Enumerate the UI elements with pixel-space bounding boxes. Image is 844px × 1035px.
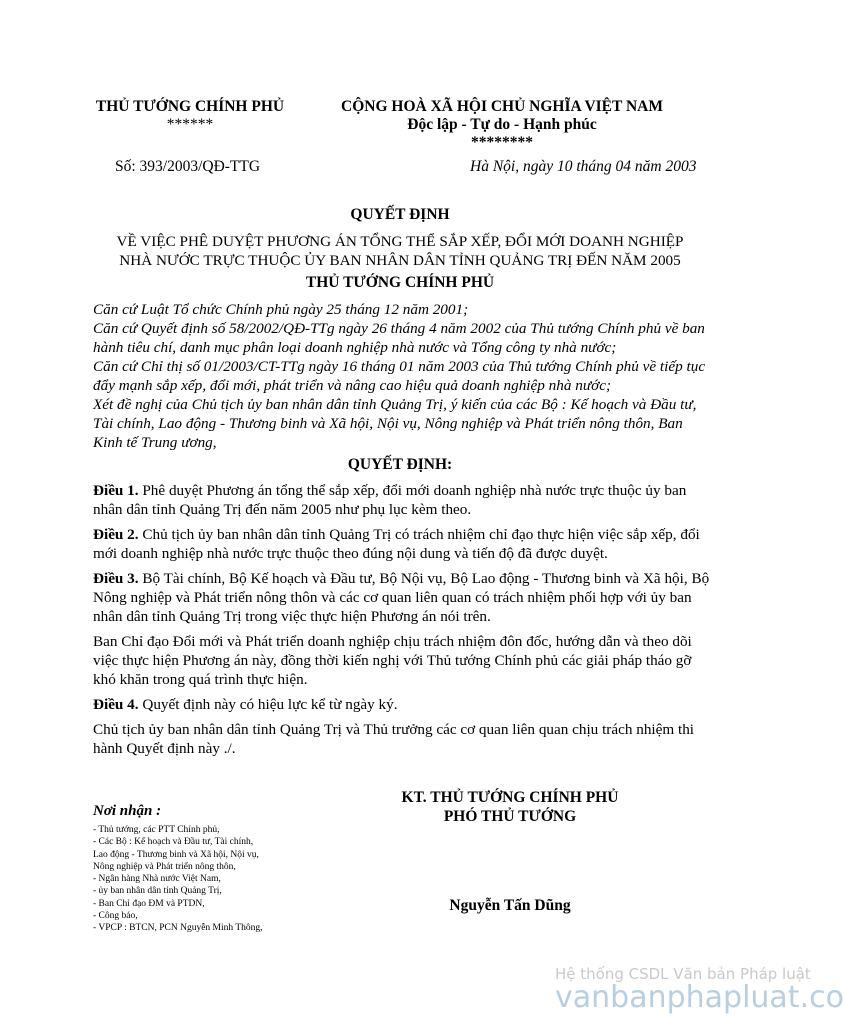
preamble-item: Căn cứ Luật Tổ chức Chính phủ ngày 25 tháng 12 năm 2001; bbox=[93, 301, 469, 318]
article-3-text: Bộ Tài chính, Bộ Kế hoạch và Đầu tư, Bộ Nội vụ, Bộ Lao động - Thương binh và Xã hội, Bộ Nông nghiệp và Phát triển nông thôn và các cơ quan liên quan có trách nhiệm phối hợp với ủy ban nhân dân tỉnh Quảng Trị trong việc thực hiện Phương án nói trên. bbox=[93, 570, 710, 625]
articles bbox=[93, 481, 713, 764]
watermark-caption: Hệ thống CSDL Văn bản Pháp luật bbox=[555, 965, 811, 983]
motto: Độc lập - Tự do - Hạnh phúc bbox=[407, 116, 597, 133]
document-subject bbox=[60, 232, 740, 270]
issuer-stars: ****** bbox=[166, 116, 214, 133]
article-4-label: Điều 4. bbox=[93, 696, 139, 713]
recipient-line: - Ngân hàng Nhà nước Việt Nam, bbox=[93, 874, 221, 885]
signature-line-1: KT. THỦ TƯỚNG CHÍNH PHỦ bbox=[401, 789, 619, 806]
preamble-item: Căn cứ Quyết định số 58/2002/QĐ-TTg ngày 26 tháng 4 năm 2002 của Thủ tướng Chính phủ về ban hành tiêu chí, danh mục phân loại doanh nghiệp nhà nước và Tổng công ty nhà nước; bbox=[93, 320, 705, 356]
preamble-item: Căn cứ Chỉ thị số 01/2003/CT-TTg ngày 16 tháng 01 năm 2003 của Thủ tướng Chính phủ về tiếp tục đẩy mạnh sắp xếp, đổi mới, phát triển và nâng cao hiệu quả doanh nghiệp nhà nước; bbox=[93, 358, 706, 394]
document-number: Số: 393/2003/QĐ-TTG bbox=[115, 158, 261, 175]
article-4-text: Quyết định này có hiệu lực kể từ ngày ký. bbox=[138, 696, 398, 713]
motto-stars: ******** bbox=[471, 134, 533, 151]
document-type: QUYẾT ĐỊNH bbox=[350, 206, 450, 223]
article-3-paragraph-2: Ban Chỉ đạo Đổi mới và Phát triển doanh nghiệp chịu trách nhiệm đôn đốc, hướng dẫn và theo dõi việc thực hiện Phương án này, đồng thời kiến nghị với Thủ tướng Chính phủ các giải pháp tháo gỡ khó khăn trong quá trình thực hiện. bbox=[93, 633, 692, 688]
article-4-paragraph-2: Chủ tịch ủy ban nhân dân tỉnh Quảng Trị và Thủ trưởng các cơ quan liên quan chịu trách nhiệm thi hành Quyết định này ./. bbox=[93, 721, 695, 757]
article-1-text: Phê duyệt Phương án tổng thể sắp xếp, đổi mới doanh nghiệp nhà nước trực thuộc ủy ban nhân dân tỉnh Quảng Trị đến năm 2005 như phụ lục kèm theo. bbox=[93, 482, 687, 518]
signature-line-2: PHÓ THỦ TƯỚNG bbox=[443, 808, 577, 825]
recipients-title: Nơi nhận : bbox=[93, 803, 162, 819]
recipients-list bbox=[93, 824, 333, 935]
recipient-line: - Các Bộ : Kế hoạch và Đầu tư, Tài chính, bbox=[93, 837, 254, 848]
recipient-line: - Ban Chỉ đạo ĐM và PTDN, bbox=[93, 898, 205, 909]
nation-name: CỘNG HOÀ XÃ HỘI CHỦ NGHĨA VIỆT NAM bbox=[341, 98, 663, 115]
issuer-block bbox=[80, 98, 300, 134]
recipient-line: Nông nghiệp và Phát triển nông thôn, bbox=[93, 861, 236, 872]
place-date: Hà Nội, ngày 10 tháng 04 năm 2003 bbox=[470, 158, 697, 175]
article-3 bbox=[93, 569, 713, 626]
watermark-domain: vanbanphapluat.co bbox=[555, 980, 844, 1015]
recipient-line: Lao động - Thương binh và Xã hội, Nội vụ, bbox=[93, 849, 259, 860]
article-2 bbox=[93, 525, 713, 563]
decide-heading: QUYẾT ĐỊNH: bbox=[347, 456, 453, 473]
recipient-line: - Thủ tướng, các PTT Chính phủ, bbox=[93, 825, 220, 835]
recipient-line: - VPCP : BTCN, PCN Nguyễn Minh Thông, bbox=[93, 923, 263, 934]
subject-line-2: NHÀ NƯỚC TRỰC THUỘC ỦY BAN NHÂN DÂN TỈNH QUẢNG TRỊ ĐẾN NĂM 2005 bbox=[119, 252, 681, 269]
issuer-name: THỦ TƯỚNG CHÍNH PHỦ bbox=[95, 98, 285, 115]
authority-heading: THỦ TƯỚNG CHÍNH PHỦ bbox=[305, 274, 495, 291]
signer-name: Nguyễn Tấn Dũng bbox=[449, 897, 571, 914]
signature-block bbox=[380, 788, 640, 826]
article-2-label: Điều 2. bbox=[93, 526, 139, 543]
subject-line-1: VỀ VIỆC PHÊ DUYỆT PHƯƠNG ÁN TỔNG THỂ SẮP XẾP, ĐỔI MỚI DOANH NGHIỆP bbox=[116, 233, 684, 250]
recipient-line: - Công báo, bbox=[93, 911, 138, 922]
article-1 bbox=[93, 481, 713, 519]
article-1-label: Điều 1. bbox=[93, 482, 139, 499]
article-2-text: Chủ tịch ủy ban nhân dân tỉnh Quảng Trị có trách nhiệm chỉ đạo thực hiện việc sắp xếp, đổi mới doanh nghiệp nhà nước trực thuộc theo đúng nội dung và tiến độ đã được duyệt. bbox=[93, 526, 700, 562]
recipient-line: - ủy ban nhân dân tỉnh Quảng Trị, bbox=[93, 886, 222, 897]
article-4 bbox=[93, 695, 713, 714]
article-3-label: Điều 3. bbox=[93, 570, 139, 587]
preamble bbox=[93, 300, 713, 452]
preamble-item: Xét đề nghị của Chủ tịch ủy ban nhân dân tỉnh Quảng Trị, ý kiến của các Bộ : Kế hoạch và Đầu tư, Tài chính, Lao động - Thương binh và Xã hội, Nội vụ, Nông nghiệp và Phát triển nông thôn, Ban Kinh tế Trung ương, bbox=[93, 396, 697, 451]
nation-block bbox=[322, 98, 682, 152]
